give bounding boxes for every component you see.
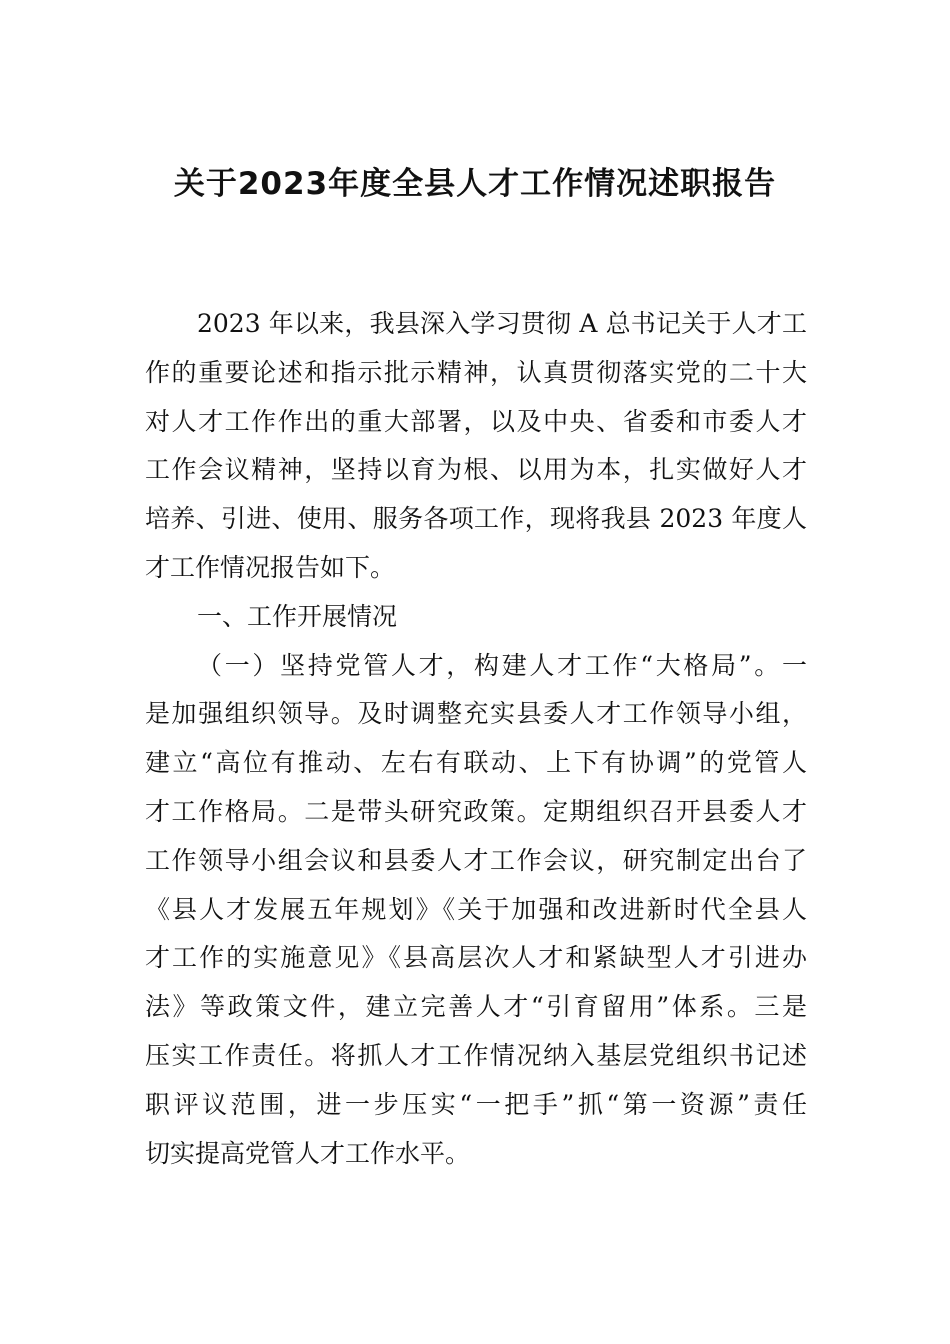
text-line: 作的重要论述和指示批示精神，认真贯彻落实党的二十大 (145, 357, 807, 387)
text-line: 2023 年以来，我县深入学习贯彻 A 总书记关于人才工 (197, 309, 807, 338)
text-line: 是加强组织领导。及时调整充实县委人才工作领导小组， (145, 699, 807, 729)
text-line: 法》等政策文件，建立完善人才“引育留用”体系。三是 (145, 992, 807, 1022)
heading-line: 一、工作开展情况 (197, 601, 398, 631)
text-line: 才工作格局。二是带头研究政策。定期组织召开县委人才 (145, 796, 807, 826)
paragraph-section-1 (145, 642, 807, 1179)
text-line: 培养、引进、使用、服务各项工作，现将我县 2023 年度人 (145, 504, 807, 534)
text-line: 切实提高党管人才工作水平。 (145, 1138, 471, 1168)
text-line: 建立“高位有推动、左右有联动、上下有协调”的党管人 (145, 748, 807, 778)
paragraph-intro (145, 300, 807, 593)
text-line: 职评议范围，进一步压实“一把手”抓“第一资源”责任 (145, 1089, 807, 1119)
text-line: 才工作的实施意见》《县高层次人才和紧缺型人才引进办 (145, 943, 807, 973)
text-line: 压实工作责任。将抓人才工作情况纳入基层党组织书记述 (145, 1040, 807, 1070)
document-title: 关于2023年度全县人才工作情况述职报告 (173, 166, 777, 202)
text-line: 工作会议精神，坚持以育为根、以用为本，扎实做好人才 (145, 455, 807, 485)
section-heading (145, 593, 807, 642)
text-line: （一）坚持党管人才，构建人才工作“大格局”。一 (197, 650, 807, 680)
text-line: 工作领导小组会议和县委人才工作会议，研究制定出台了 (145, 845, 807, 875)
text-line: 才工作情况报告如下。 (145, 552, 396, 582)
text-line: 对人才工作作出的重大部署，以及中央、省委和市委人才 (145, 406, 807, 436)
text-line: 《县人才发展五年规划》《关于加强和改进新时代全县人 (145, 894, 807, 924)
document-body (145, 300, 807, 1178)
